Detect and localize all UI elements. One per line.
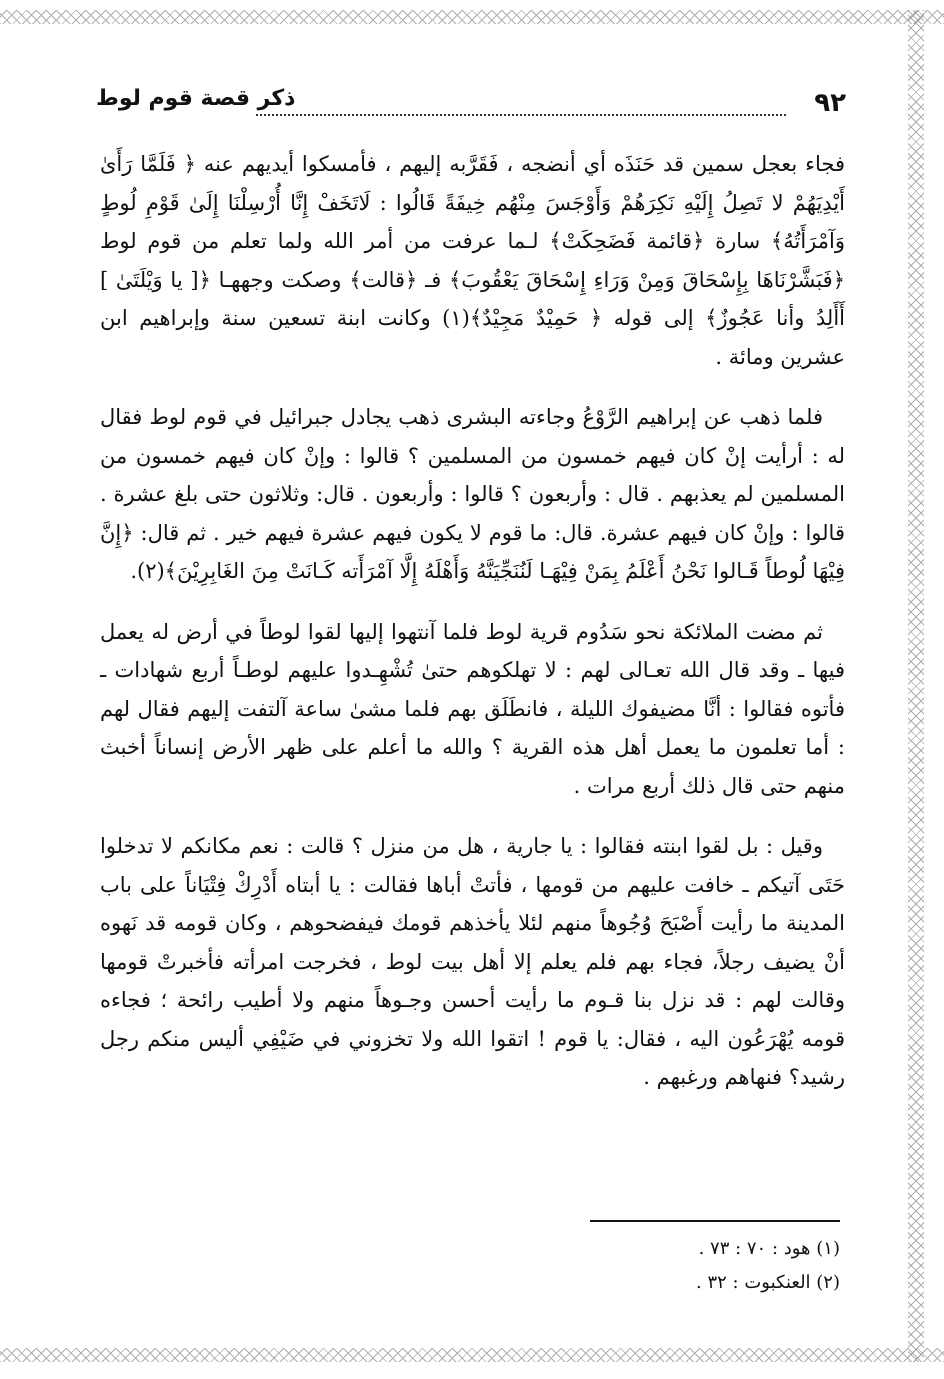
decorative-border-bottom	[0, 1348, 944, 1362]
footnote-1: (١) هود : ٧٠ : ٧٣ .	[698, 1238, 840, 1259]
paragraph-2: فلما ذهب عن إبراهيم الرَّوْعُ وجاءته البشرى ذهب يجادل جبرائيل في قوم لوط فقال له : أرأيت إنْ كان فيهم خمسون من المسلمين ؟ قالوا : وإنْ كان فيهم خمسون من المسلمين لم يعذبهم . قال : وأربعون ؟ قالوا : وأربعون . قال: وثلاثون حتى بلغ عشرة . قالوا : وإنْ كان فيهم عشرة. قال: ما قوم لا يكون فيهم عشرة فيهم خير . ثم قال: ﴿إِنَّ فِيْهَا لُوطاً قَـالوا نَحْنُ أَعْلَمُ بِمَنْ فِيْهَـا لَنُنَجِّيَنَّهُ وَأَهْلَهُ إِلَّا آمْرَأَته كَـانَتْ مِنَ الغَابِرِيْنَ﴾(٢).	[100, 405, 845, 583]
decorative-border-top	[0, 10, 944, 24]
footnote-separator	[590, 1220, 840, 1222]
footnotes	[500, 1232, 840, 1300]
footnote-2: (٢) العنكبوت : ٣٢ .	[696, 1272, 840, 1293]
paragraph-1: فجاء بعجل سمين قد حَنَذَه أي أنضجه ، فَقَرَّبه إليهم ، فأمسكوا أيديهم عنه ﴿ فَلَمَّا رَأَىٰ أَيْدِيَهُمْ لا تَصِلُ إِلَيْهِ نَكِرَهُمْ وَأَوْجَسَ مِنْهُم خِيفَةً قَالُوا : لَاتَخَفْ إِنَّا أُرْسِلْنَا إِلَىٰ قَوْمِ لُوطٍ وَآمْرَأَتُهُ﴾ سارة ﴿قائمة فَضَحِكَتْ﴾ لـما عرفت من أمر الله ولما تعلم من قوم لوط ﴿فَبَشَّرْنَاهَا بِإِسْحَاقَ وَمِنْ وَرَاءِ إِسْحَاقَ يَعْقُوبَ﴾ فـ ﴿قالت﴾ وصكت وجههـا ﴿[ يا وَيْلَتَىٰ ] أَأَلِدُ وأنا عَجُوزٌ﴾ إلى قوله ﴿ حَمِيْدٌ مَجِيْدٌ﴾(١) وكانت ابنة تسعين سنة وإبراهيم ابن عشرين ومائة .	[100, 152, 845, 369]
decorative-border-right	[908, 10, 924, 1362]
page-number: ٩٢	[814, 88, 846, 118]
paragraph-4: وقيل : بل لقوا ابنته فقالوا : يا جارية ، هل من منزل ؟ قالت : نعم مكانكم لا تدخلوا حَتَى آتيكم ـ خافت عليهم من قومها ، فأتتْ أباها فقالت : يا أبتاه أَدْرِكْ فِتْيَاناً على باب المدينة ما رأيت أَصْبَحَ وُجُوهاً منهم لئلا يأخذهم قومك فيفضحوهم ، وكان قومه قد نَهوه أنْ يضيف رجلاً، فجاء بهم فلم يعلم إلا أهل بيت لوط ، فخرجت امرأته فأخبرتْ قومها وقالت لهم : قد نزل بنا قـوم ما رأيت أحسن وجـوهاً منهم ولا أطيب رائحة ؛ فجاءه قومه يُهْرَعُون اليه ، فقال: يا قوم ! اتقوا الله ولا تخزوني في ضَيْفِي أليس منكم رجل رشيد؟ فنهاهم ورغبهم .	[100, 834, 845, 1089]
main-text	[100, 145, 845, 1119]
header-dotted-leader	[256, 114, 786, 116]
page-header	[96, 86, 846, 126]
running-title: ذكر قصة قوم لوط	[96, 86, 296, 111]
paragraph-3: ثم مضت الملائكة نحو سَدُوم قرية لوط فلما آنتهوا إليها لقوا لوطاً في أرض له يعمل فيها ـ وقد قال الله تعـالى لهم : لا تهلكوهم حتىٰ تُشْهِـدوا عليهم لوطـاً أربع شهادات ـ فأتوه فقالوا : أنَّا مضيفوك الليلة ، فانطَلَق بهم فلما مشىٰ ساعة آلتفت إليهم فقال لهم : أما تعلمون ما يعمل أهل هذه القرية ؟ والله ما أعلم على ظهر الأرض إنساناً أخبث منهم حتى قال ذلك أربع مرات .	[100, 619, 845, 798]
